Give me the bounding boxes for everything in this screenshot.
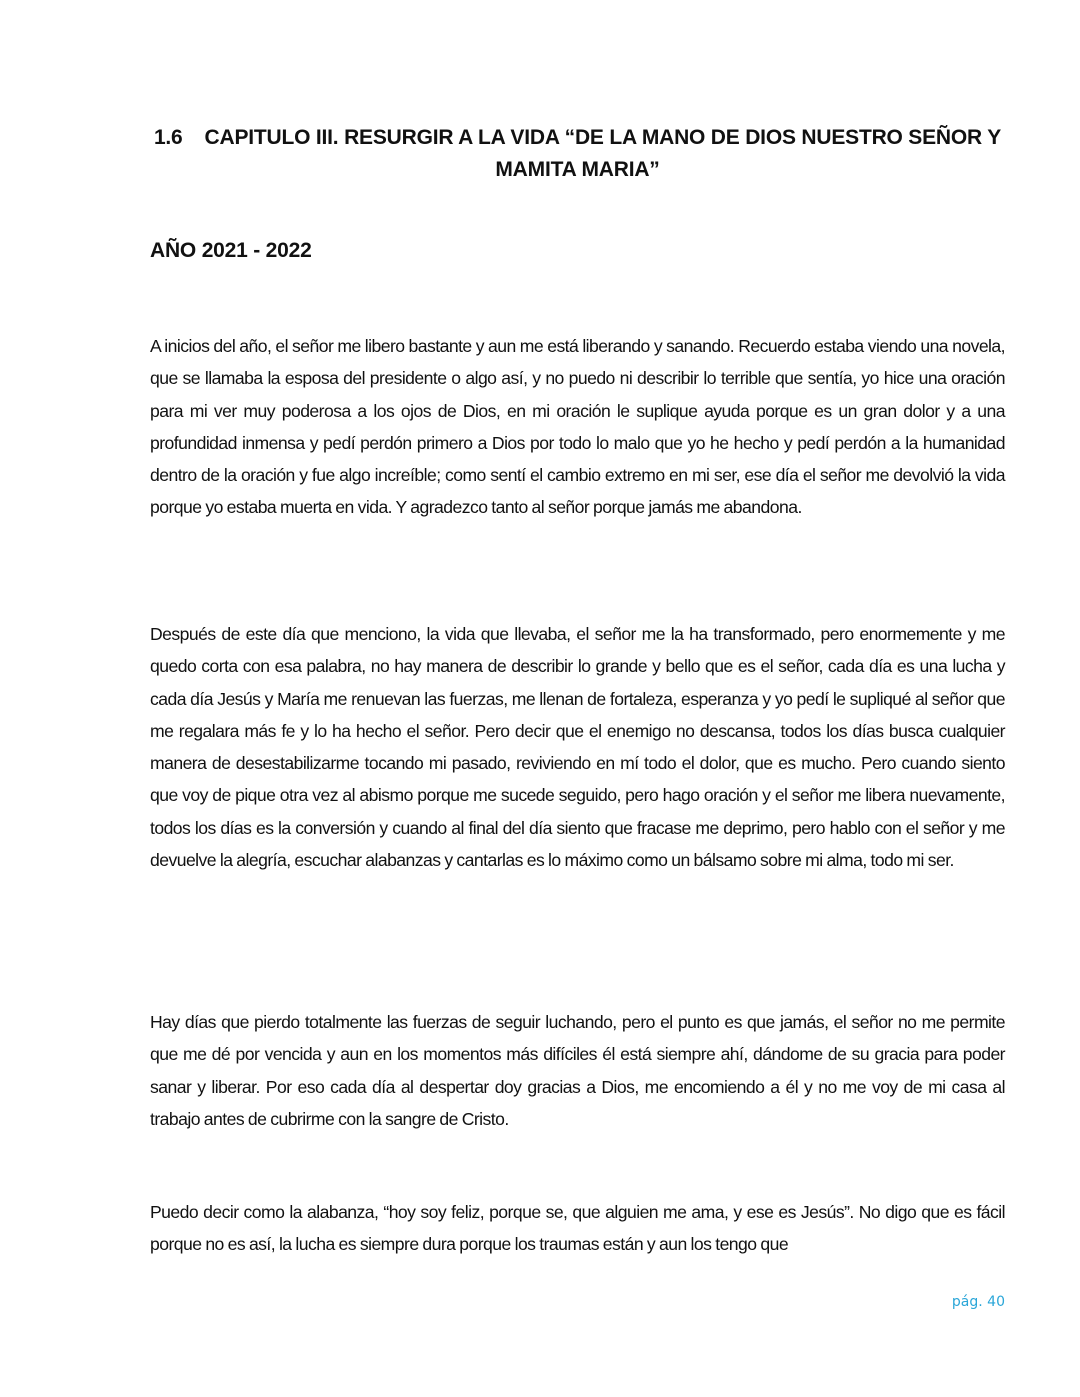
paragraph: Hay días que pierdo totalmente las fuerzas de seguir luchando, pero el punto es que jamás, el señor no me permite que me dé por vencida y aun en los momentos más difíciles él está siempre ahí, dándome de su gracia para poder sanar y liberar. Por eso cada día al despertar doy gracias a Dios, me encomiendo a él y no me voy de mi casa al trabajo antes de cubrirme con la sangre de Cristo. bbox=[150, 1012, 1005, 1129]
paragraph: Después de este día que menciono, la vida que llevaba, el señor me la ha transformado, pero enormemente y me quedo corta con esa palabra, no hay manera de describir lo grande y bello que es el señor, cada día es una lucha y cada día Jesús y María me renuevan las fuerzas, me llenan de fortaleza, esperanza y yo pedí le supliqué al señor que me regalara más fe y lo ha hecho el señor. Pero decir que el enemigo no descansa, todos los días busca cualquier manera de desestabilizarme tocando mi pasado, reviviendo en mí todo el dolor, que es mucho. Pero cuando siento que voy de pique otra vez al abismo porque me sucede seguido, pero hago oración y el señor me libera nuevamente, todos los días es la conversión y cuando al final del día siento que fracase me deprimo, pero hablo con el señor y me devuelve la alegría, escuchar alabanzas y cantarlas es lo máximo como un bálsamo sobre mi alma, todo mi ser. bbox=[150, 624, 1005, 871]
paragraph: A inicios del año, el señor me libero bastante y aun me está liberando y sanando. Recuerdo estaba viendo una novela, que se llamaba la esposa del presidente o algo así, y no puedo ni describir lo terrible que sentía, yo hice una oración para mi ver muy poderosa a los ojos de Dios, en mi oración le suplique ayuda porque es un gran dolor y a una profundidad inmensa y pedí perdón primero a Dios por todo lo malo que yo he hecho y pedí perdón a la humanidad dentro de la oración y fue algo increíble; como sentí el cambio extremo en mi ser, ese día el señor me devolvió la vida porque yo estaba muerta en vida. Y agradezco tanto al señor porque jamás me abandona. bbox=[150, 336, 1005, 518]
year-heading: AÑO 2021 - 2022 bbox=[150, 239, 312, 262]
document-page bbox=[150, 0, 1005, 1397]
chapter-heading bbox=[150, 122, 1005, 186]
chapter-number: 1.6 bbox=[153, 126, 183, 149]
paragraph: Puedo decir como la alabanza, “hoy soy feliz, porque se, que alguien me ama, y ese es Jesús”. No digo que es fácil porque no es así, la lucha es siempre dura porque los traumas están y aun los tengo que bbox=[150, 1202, 1005, 1255]
page-number: pág. 40 bbox=[951, 1294, 1005, 1310]
chapter-title: CAPITULO III. RESURGIR A LA VIDA “DE LA MANO DE DIOS NUESTRO SEÑOR Y MAMITA MARIA” bbox=[204, 126, 1002, 181]
